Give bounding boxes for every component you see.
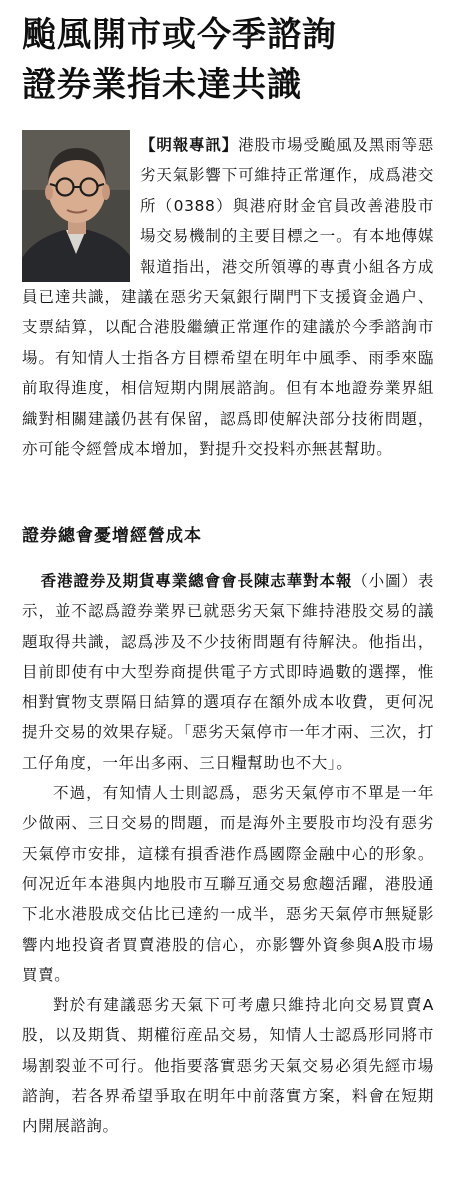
headline: [22, 10, 337, 110]
body-paragraph-1-text: （小圖）表示，並不認爲證券業界已就惡劣天氣下維持港股交易的議題取得共識，認爲涉及不少技術問題有待解決。他指出，目前即使有中大型券商提供電子方式即時過數的選擇，惟相對實物支票隔日結算的選項存在額外成本收費，更何况提升交易的效果存疑。「惡劣天氣停市一年才兩、三次，打工仔角度，一年出多兩、三日糧幫助也不大」。: [22, 572, 434, 772]
speaker-intro: 香港證券及期貨專業總會會長陳志華對本報: [40, 572, 353, 590]
photo-wrap-spacer: [22, 130, 140, 282]
body-paragraph-3: 對於有建議惡劣天氣下可考慮只維持北向交易買賣A股，以及期貨、期權衍産品交易，知情人士認爲形同將市場割裂並不可行。他指要落實惡劣天氣交易必須先經市場諮詢，若各界希望爭取在明年中前落實方案，料會在短期内開展諮詢。: [22, 996, 434, 1136]
headline-line-2: 證券業指未達共識: [22, 65, 302, 105]
source-tag: 【明報專訊】: [140, 136, 239, 154]
subheading: 證券總會憂增經營成本: [22, 526, 202, 546]
body-paragraph-2: 不過，有知情人士則認爲，惡劣天氣停市不單是一年少做兩、三日交易的問題，而是海外主要股市均没有惡劣天氣停市安排，這樣有損香港作爲國際金融中心的形象。何况近年本港與内地股市互聯互通交易愈趨活躍，港股通下北水港股成交佔比已達約一成半，惡劣天氣停市無疑影響内地投資者買賣港股的信心，亦影響外資參與A股市場買賣。: [22, 784, 434, 984]
article-body: [22, 566, 434, 1142]
body-paragraph-1: [22, 566, 434, 778]
headline-line-1: 颱風開市或今季諮詢: [22, 15, 337, 55]
lead-text: 港股市場受颱風及黑雨等惡劣天氣影響下可維持正常運作，成爲港交所（0388）與港府財金官員改善港股市場交易機制的主要目標之一。有本地傳媒報道指出，港交所領導的專責小組各方成員已達共識，建議在惡劣天氣銀行閘門下支援資金過户、支票結算，以配合港股繼續正常運作的建議於今季諮詢市場。有知情人士指各方目標希望在明年中風季、雨季來臨前取得進度，相信短期内開展諮詢。但有本地證券業界組織對相關建議仍甚有保留，認爲即使解決部分技術問題，亦可能令經營成本增加，對提升交投料亦無甚幫助。: [22, 136, 435, 459]
lead-paragraph: [22, 130, 434, 464]
